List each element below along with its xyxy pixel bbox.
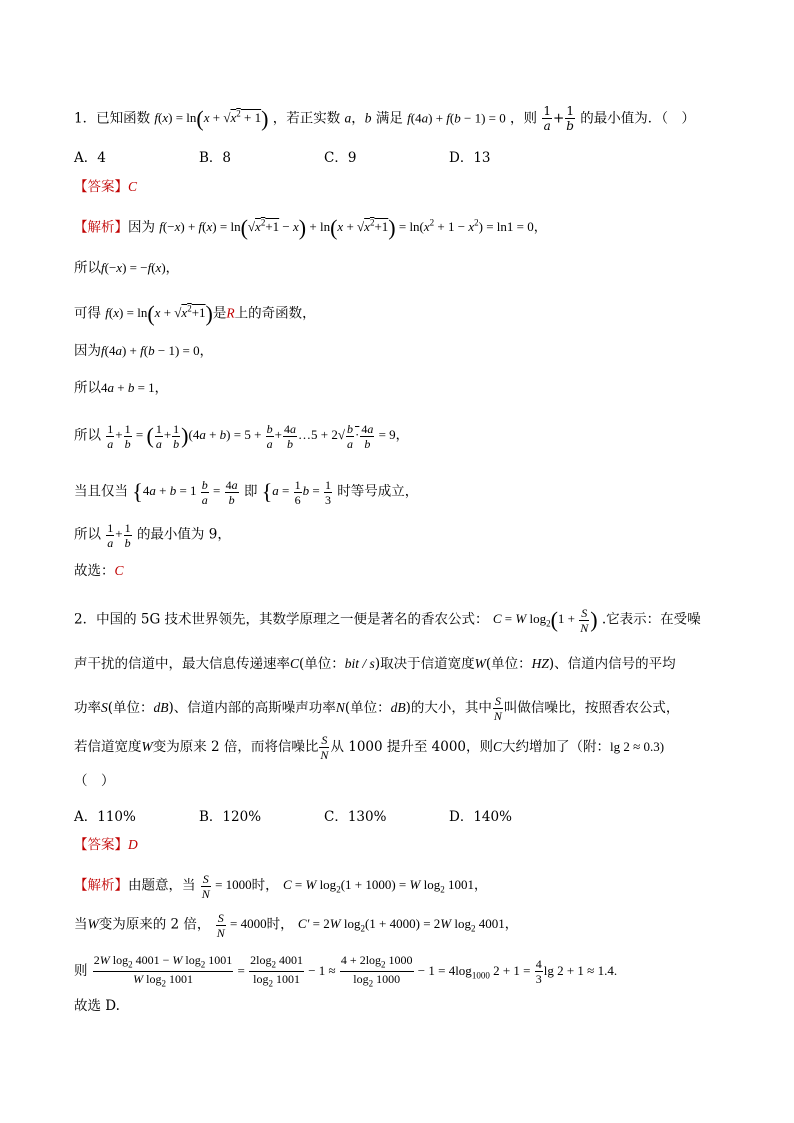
q2-analysis-line-4: 故选 D. [74,998,120,1014]
q1-analysis-line-1: 【解析】因为 $f(-x) + f(x) = \ln(√x^2+1 - x) + \ln(x + √x^2+1) = \ln(x^2 + 1 - x^2) = \ln 1 = 0$， [74,215,547,241]
q2-option-b[interactable]: B．120% [199,809,262,825]
q2-option-a[interactable]: A．110% [74,809,136,825]
q1-option-d[interactable]: D．13 [449,150,491,166]
q2-answer [74,835,138,855]
q1-function-formula: $f(x) = \ln(x + √x^2 + 1)$ [154,106,269,132]
q1-stem: 1．已知函数 $f(x) = \ln(x + √x^2 + 1)$ ，若正实数 a，b 满足 f(4a) + f(b − 1) = 0 ，则 $\frac{1}{a}$ + $\frac{1}{b}$ 的最小值为．（ ） [74,104,696,134]
q2-stem-line-3: 功率S(单位：dB)、信道内部的高斯噪声功率N(单位：dB)的大小，其中 $\frac{S}{N}$ 叫做信噪比，按照香农公式， [74,694,680,723]
q2-analysis-line-3: 则 $\frac{2W \log_2 4001 - W \log_2 1001}{W \log_2 1001}$ = $\frac{2\log_2 4001}{\log_2 1001}$ − 1 ≈ $\frac{4 + 2\log_2 1000}{\log_2 1000}$ − $1 = 4\log_{1000}$ 2 + 1 = $\frac{4}{3}$ lg 2 + 1 ≈ 1.4. [74,953,618,989]
q2-analysis-line-1: 【解析】由题意，当 $\frac{S}{N}$ = 1000时， C = W $\log_2(1 + 1000) = W$ $\log_2 1001$， [74,872,487,901]
q1-analysis-line-8: 所以 $\frac{1}{a}$ + $\frac{1}{b}$ 的最小值为 9， [74,521,231,550]
q1-analysis-line-5: 所以4a + b = 1， [74,380,168,396]
q2-options [74,805,734,825]
q2-stem-line-4: 若信道宽度W变为原来 2 倍，而将信噪比 $\frac{S}{N}$ 从 1000 提升至 4000，则C大约增加了（附：lg 2 ≈ 0.3) [74,733,665,762]
q1-analysis-line-9: 故选：C [74,563,124,579]
q2-stem-line-1: 2．中国的 5G 技术世界领先，其数学原理之一便是著名的香农公式： C = W $\log_2(1$ + $\frac{S}{N}$ ) .它表示：在受噪 [74,606,701,635]
answer-label: 【答案】 [74,179,128,195]
q1-stem-text: 1．已知函数 [74,110,151,127]
q2-option-c[interactable]: C．130% [324,809,387,825]
q1-analysis-line-2: 所以f(−x) = −f(x)， [74,260,179,276]
q1-condition-formula: f(4a) + f(b − 1) = 0 [407,110,506,126]
q1-option-c[interactable]: C．9 [324,150,357,166]
analysis-label: 【解析】 [74,219,128,236]
answer-value: D [128,837,138,852]
q2-option-d[interactable]: D．140% [449,809,512,825]
answer-label: 【答案】 [74,837,128,853]
shannon-formula: C = W $\log_2(1$ + $\frac{S}{N}$ ) [492,606,598,635]
q2-analysis-line-2: 当W变为原来的 2 倍， $\frac{S}{N}$ = 4000时， C′ = 2W $\log_2(1 + 4000) = 2W$ $\log_2 4001$， [74,911,518,940]
answer-value: C [128,179,138,194]
q1-option-b[interactable]: B．8 [199,150,232,166]
analysis-label: 【解析】 [74,877,128,894]
q1-analysis-line-7: 当且仅当 {4a + b = 1 $\frac{b}{a}$ = $\frac{4a}{b}$ 即 {a = $\frac{1}{6}$ b = $\frac{1}{3}$ 时等号成立， [74,478,419,507]
q2-stem-line-2: 声干扰的信道中，最大信息传递速率C(单位：bit / s)取决于信道宽度W(单位：HZ)、信道内信号的平均 [74,656,676,672]
q1-analysis-line-4: 因为f(4a) + f(b − 1) = 0， [74,343,213,359]
q1-options [74,146,734,166]
q1-analysis-line-3: 可得 $f(x) = \ln(x + √x^2+1)$是R上的奇函数， [74,301,316,327]
q1-answer [74,177,137,197]
q1-analysis-line-6: 所以 $\frac{1}{a}$ + $\frac{1}{b}$ = ( $\frac{1}{a}$ + $\frac{1}{b}$ )(4a + b) = 5 + $\frac{b}{a}$ + $\frac{4a}{b}$ …5 + 2√ $\frac{b}{a}$ · $\frac{4a}{b}$ = 9， [74,422,409,451]
q1-option-a[interactable]: A．4 [74,150,106,166]
q2-paren: （ ） [74,773,115,789]
fraction: $\frac{1}{a}$ [543,104,551,134]
